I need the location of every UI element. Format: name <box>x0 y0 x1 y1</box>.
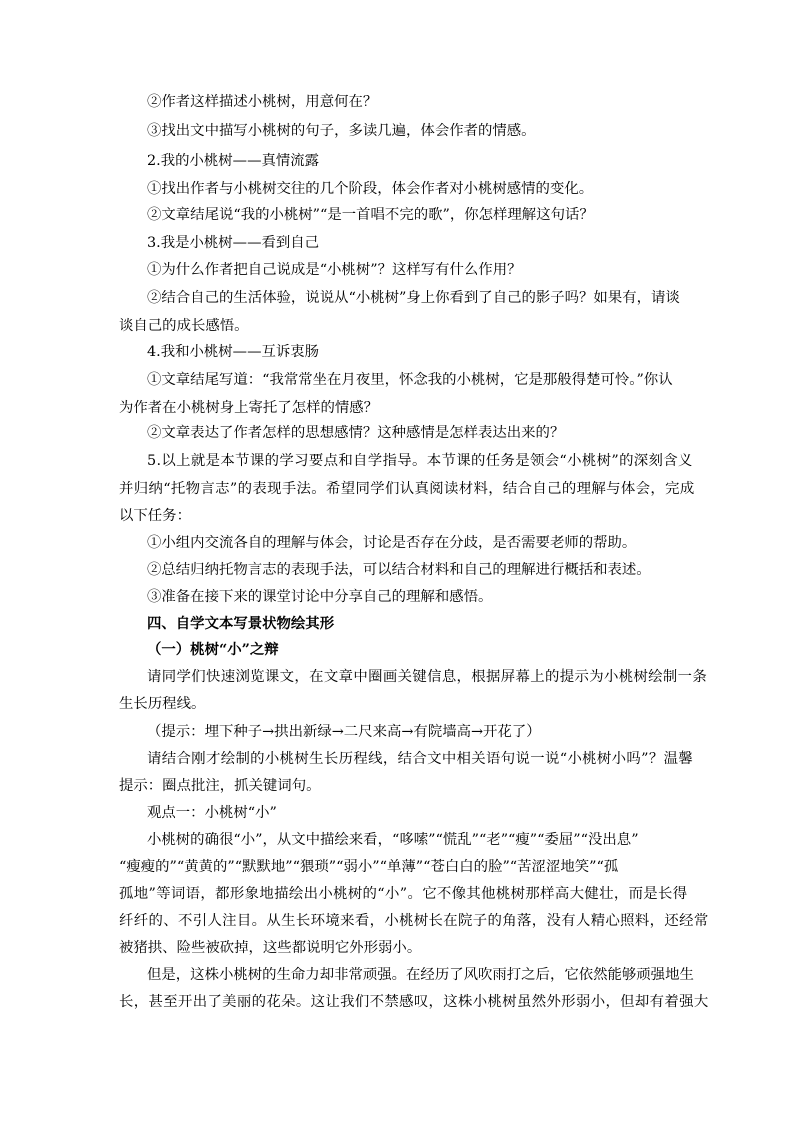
paragraph-line: 被猪拱、险些被砍掉，这些都说明它外形弱小。 <box>119 940 422 956</box>
section-heading: 3.我是小桃树——看到自己 <box>147 235 320 251</box>
section-heading: 2.我的小桃树——真情流露 <box>147 153 320 169</box>
question-line: ②文章表达了作者怎样的思想感情？这种感情是怎样表达出来的？ <box>147 425 565 441</box>
paragraph-line: 请同学们快速浏览课文，在文章中圈画关键信息，根据屏幕上的提示为小桃树绘制一条 <box>147 669 708 685</box>
paragraph-line: 5.以上就是本节课的学习要点和自学指导。本节课的任务是领会“小桃树”的深刻含义 <box>147 453 693 469</box>
paragraph-line: 孤地”等词语，都形象地描绘出小桃树的“小”。它不像其他桃树那样高大健壮，而是长得 <box>119 886 688 902</box>
question-line-continued: 谈自己的成长感悟。 <box>119 318 249 334</box>
paragraph-line: 小桃树的确很“小”，从文中描绘来看，“哆嗦”“慌乱”“老”“瘦”“委屈”“没出息” <box>147 832 639 848</box>
paragraph-line: 并归纳“托物言志”的表现手法。希望同学们认真阅读材料，结合自己的理解与体会，完成 <box>119 481 695 497</box>
paragraph-line: 纤纤的、不引人注目。从生长环境来看，小桃树长在院子的角落，没有人精心照料，还经常 <box>119 913 709 929</box>
task-line: ③准备在接下来的课堂讨论中分享自己的理解和感悟。 <box>147 589 493 605</box>
question-line: ②作者这样描述小桃树，用意何在？ <box>147 94 378 110</box>
task-line: ①小组内交流各自的理解与体会，讨论是否存在分歧，是否需要老师的帮助。 <box>147 535 637 551</box>
viewpoint-heading: 观点一：小桃树“小” <box>147 805 277 821</box>
question-line: ①找出作者与小桃树交往的几个阶段，体会作者对小桃树感情的变化。 <box>147 181 594 197</box>
section-heading: 4.我和小桃树——互诉衷肠 <box>147 344 320 360</box>
question-line-continued: 为作者在小桃树身上寄托了怎样的情感？ <box>119 400 379 416</box>
question-line: ①为什么作者把自己说成是“小桃树”？这样写有什么作用？ <box>147 262 522 278</box>
paragraph-line: 提示：圈点批注，抓关键词句。 <box>119 778 321 794</box>
question-line: ①文章结尾写道：“我常常坐在月夜里，怀念我的小桃树，它是那般得楚可怜。”你认 <box>147 372 673 388</box>
question-line: ②文章结尾说“我的小桃树”“是一首唱不完的歌”，你怎样理解这句话？ <box>147 207 594 223</box>
task-line: ②总结归纳托物言志的表现手法，可以结合材料和自己的理解进行概括和表述。 <box>147 562 651 578</box>
hint-line: （提示：埋下种子→拱出新绿→二尺来高→有院墙高→开花了） <box>147 724 541 740</box>
paragraph-line: 但是，这株小桃树的生命力却非常顽强。在经历了风吹雨打之后，它依然能够顽强地生 <box>147 967 694 983</box>
paragraph-line: 以下任务： <box>119 508 191 524</box>
chapter-heading: 四、自学文本写景状物绘其形 <box>147 615 335 632</box>
question-line: ③找出文中描写小桃树的句子，多读几遍，体会作者的情感。 <box>147 123 536 139</box>
question-line: ②结合自己的生活体验，说说从“小桃树”身上你看到了自己的影子吗？如果有，请谈 <box>147 290 680 306</box>
paragraph-line: 生长历程线。 <box>119 696 206 712</box>
paragraph-line: 请结合刚才绘制的小桃树生长历程线，结合文中相关语句说一说“小桃树小吗”？温馨 <box>147 751 694 767</box>
paragraph-line: “瘦瘦的”“黄黄的”“默默地”“猥琐”“弱小”“单薄”“苍白白的脸”“苦涩涩地笑”“孤 <box>119 859 619 875</box>
subsection-heading: （一）桃树“小”之辩 <box>147 641 279 658</box>
paragraph-line: 长，甚至开出了美丽的花朵。这让我们不禁感叹，这株小桃树虽然外形弱小，但却有着强大 <box>119 994 709 1010</box>
